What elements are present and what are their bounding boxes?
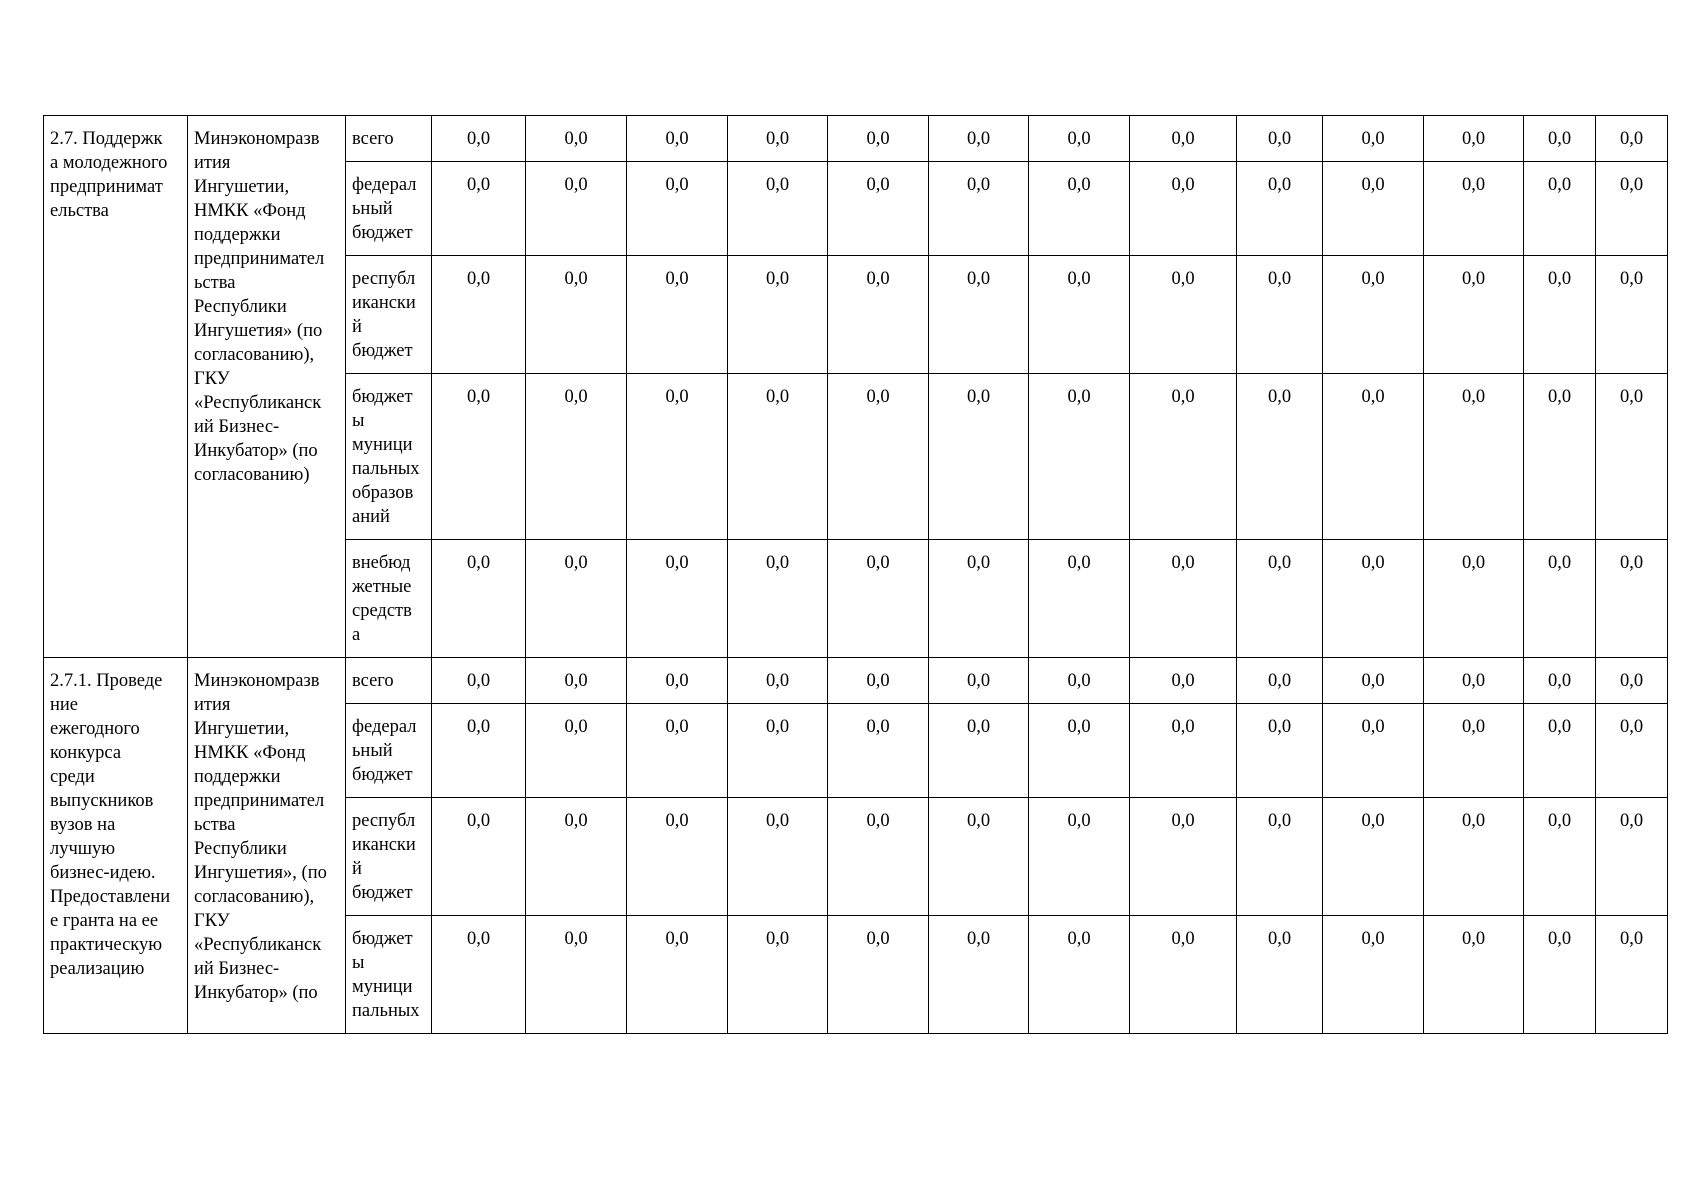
value-cell: 0,0 (1524, 916, 1596, 1034)
value-cell: 0,0 (1029, 162, 1130, 256)
value-cell: 0,0 (1130, 540, 1237, 658)
value-cell: 0,0 (1130, 916, 1237, 1034)
funding-source-cell: всего (346, 116, 432, 162)
value-cell: 0,0 (1029, 658, 1130, 704)
value-cell: 0,0 (1596, 798, 1668, 916)
value-cell: 0,0 (627, 256, 728, 374)
value-cell: 0,0 (1323, 374, 1424, 540)
value-cell: 0,0 (1029, 798, 1130, 916)
value-cell: 0,0 (1323, 162, 1424, 256)
value-cell: 0,0 (1323, 704, 1424, 798)
value-cell: 0,0 (432, 540, 526, 658)
value-cell: 0,0 (1130, 704, 1237, 798)
funding-source-cell: федерал ьный бюджет (346, 162, 432, 256)
value-cell: 0,0 (1524, 162, 1596, 256)
funding-source-cell: бюджет ы муници пальных (346, 916, 432, 1034)
value-cell: 0,0 (1424, 798, 1524, 916)
value-cell: 0,0 (1596, 704, 1668, 798)
table-row (44, 116, 1668, 162)
funding-source-cell: бюджет ы муници пальных образов аний (346, 374, 432, 540)
value-cell: 0,0 (728, 256, 828, 374)
value-cell: 0,0 (1424, 704, 1524, 798)
measure-name-cell: 2.7. Поддержк а молодежного предпринимат ельства (44, 116, 188, 658)
value-cell: 0,0 (526, 798, 627, 916)
value-cell: 0,0 (1237, 162, 1323, 256)
value-cell: 0,0 (627, 798, 728, 916)
funding-source-cell: республ икански й бюджет (346, 798, 432, 916)
value-cell: 0,0 (1424, 162, 1524, 256)
executor-cell: Минэкономразв ития Ингушетии, НМКК «Фонд поддержки предпринимател ьства Республики Ингушетия» (по согласованию), ГКУ «Республиканск ий Бизнес- Инкубатор» (по согласованию) (188, 116, 346, 658)
value-cell: 0,0 (1596, 374, 1668, 540)
value-cell: 0,0 (1130, 374, 1237, 540)
value-cell: 0,0 (929, 704, 1029, 798)
funding-source-cell: республ икански й бюджет (346, 256, 432, 374)
value-cell: 0,0 (1323, 658, 1424, 704)
value-cell: 0,0 (728, 658, 828, 704)
value-cell: 0,0 (432, 916, 526, 1034)
value-cell: 0,0 (929, 256, 1029, 374)
table-row (44, 658, 1668, 704)
value-cell: 0,0 (728, 374, 828, 540)
value-cell: 0,0 (526, 116, 627, 162)
value-cell: 0,0 (1130, 798, 1237, 916)
value-cell: 0,0 (828, 540, 929, 658)
value-cell: 0,0 (929, 916, 1029, 1034)
value-cell: 0,0 (526, 704, 627, 798)
value-cell: 0,0 (1323, 540, 1424, 658)
value-cell: 0,0 (1237, 658, 1323, 704)
value-cell: 0,0 (1524, 658, 1596, 704)
value-cell: 0,0 (432, 374, 526, 540)
value-cell: 0,0 (1596, 540, 1668, 658)
value-cell: 0,0 (1029, 704, 1130, 798)
value-cell: 0,0 (1130, 256, 1237, 374)
value-cell: 0,0 (828, 116, 929, 162)
executor-cell: Минэкономразв ития Ингушетии, НМКК «Фонд поддержки предпринимател ьства Республики Ингушетия», (по согласованию), ГКУ «Республиканск ий Бизнес- Инкубатор» (по (188, 658, 346, 1034)
value-cell: 0,0 (627, 374, 728, 540)
value-cell: 0,0 (1424, 116, 1524, 162)
value-cell: 0,0 (1029, 916, 1130, 1034)
value-cell: 0,0 (432, 704, 526, 798)
value-cell: 0,0 (1029, 374, 1130, 540)
value-cell: 0,0 (728, 540, 828, 658)
value-cell: 0,0 (1130, 162, 1237, 256)
value-cell: 0,0 (432, 256, 526, 374)
value-cell: 0,0 (828, 798, 929, 916)
value-cell: 0,0 (929, 540, 1029, 658)
value-cell: 0,0 (1424, 540, 1524, 658)
value-cell: 0,0 (526, 162, 627, 256)
value-cell: 0,0 (1596, 116, 1668, 162)
value-cell: 0,0 (828, 162, 929, 256)
value-cell: 0,0 (1596, 162, 1668, 256)
value-cell: 0,0 (828, 916, 929, 1034)
value-cell: 0,0 (526, 374, 627, 540)
value-cell: 0,0 (526, 658, 627, 704)
value-cell: 0,0 (627, 916, 728, 1034)
funding-source-cell: внебюд жетные средств а (346, 540, 432, 658)
value-cell: 0,0 (432, 798, 526, 916)
value-cell: 0,0 (1424, 374, 1524, 540)
value-cell: 0,0 (627, 658, 728, 704)
value-cell: 0,0 (929, 116, 1029, 162)
value-cell: 0,0 (526, 540, 627, 658)
value-cell: 0,0 (627, 704, 728, 798)
value-cell: 0,0 (1237, 540, 1323, 658)
value-cell: 0,0 (1237, 116, 1323, 162)
value-cell: 0,0 (1596, 256, 1668, 374)
value-cell: 0,0 (1237, 256, 1323, 374)
value-cell: 0,0 (1524, 540, 1596, 658)
value-cell: 0,0 (432, 116, 526, 162)
value-cell: 0,0 (1029, 116, 1130, 162)
value-cell: 0,0 (728, 116, 828, 162)
value-cell: 0,0 (1323, 798, 1424, 916)
value-cell: 0,0 (929, 374, 1029, 540)
value-cell: 0,0 (728, 162, 828, 256)
value-cell: 0,0 (1323, 916, 1424, 1034)
value-cell: 0,0 (828, 658, 929, 704)
value-cell: 0,0 (1237, 798, 1323, 916)
value-cell: 0,0 (929, 658, 1029, 704)
value-cell: 0,0 (1237, 374, 1323, 540)
value-cell: 0,0 (1130, 658, 1237, 704)
value-cell: 0,0 (627, 540, 728, 658)
value-cell: 0,0 (432, 162, 526, 256)
budget-table (43, 115, 1668, 1034)
value-cell: 0,0 (728, 798, 828, 916)
value-cell: 0,0 (526, 916, 627, 1034)
value-cell: 0,0 (1237, 916, 1323, 1034)
value-cell: 0,0 (1424, 916, 1524, 1034)
funding-source-cell: федерал ьный бюджет (346, 704, 432, 798)
value-cell: 0,0 (1524, 798, 1596, 916)
value-cell: 0,0 (828, 374, 929, 540)
value-cell: 0,0 (1424, 658, 1524, 704)
value-cell: 0,0 (432, 658, 526, 704)
value-cell: 0,0 (1029, 256, 1130, 374)
value-cell: 0,0 (828, 704, 929, 798)
value-cell: 0,0 (1323, 256, 1424, 374)
value-cell: 0,0 (1323, 116, 1424, 162)
value-cell: 0,0 (1596, 658, 1668, 704)
value-cell: 0,0 (1237, 704, 1323, 798)
value-cell: 0,0 (929, 798, 1029, 916)
value-cell: 0,0 (1524, 116, 1596, 162)
value-cell: 0,0 (1524, 256, 1596, 374)
value-cell: 0,0 (728, 916, 828, 1034)
value-cell: 0,0 (728, 704, 828, 798)
value-cell: 0,0 (627, 162, 728, 256)
funding-source-cell: всего (346, 658, 432, 704)
value-cell: 0,0 (1524, 374, 1596, 540)
value-cell: 0,0 (1424, 256, 1524, 374)
value-cell: 0,0 (1130, 116, 1237, 162)
value-cell: 0,0 (627, 116, 728, 162)
value-cell: 0,0 (1596, 916, 1668, 1034)
value-cell: 0,0 (929, 162, 1029, 256)
value-cell: 0,0 (1029, 540, 1130, 658)
value-cell: 0,0 (526, 256, 627, 374)
value-cell: 0,0 (828, 256, 929, 374)
measure-name-cell: 2.7.1. Проведе ние ежегодного конкурса среди выпускников вузов на лучшую бизнес-идею. Предоставлени е гранта на ее практическую реализацию (44, 658, 188, 1034)
value-cell: 0,0 (1524, 704, 1596, 798)
